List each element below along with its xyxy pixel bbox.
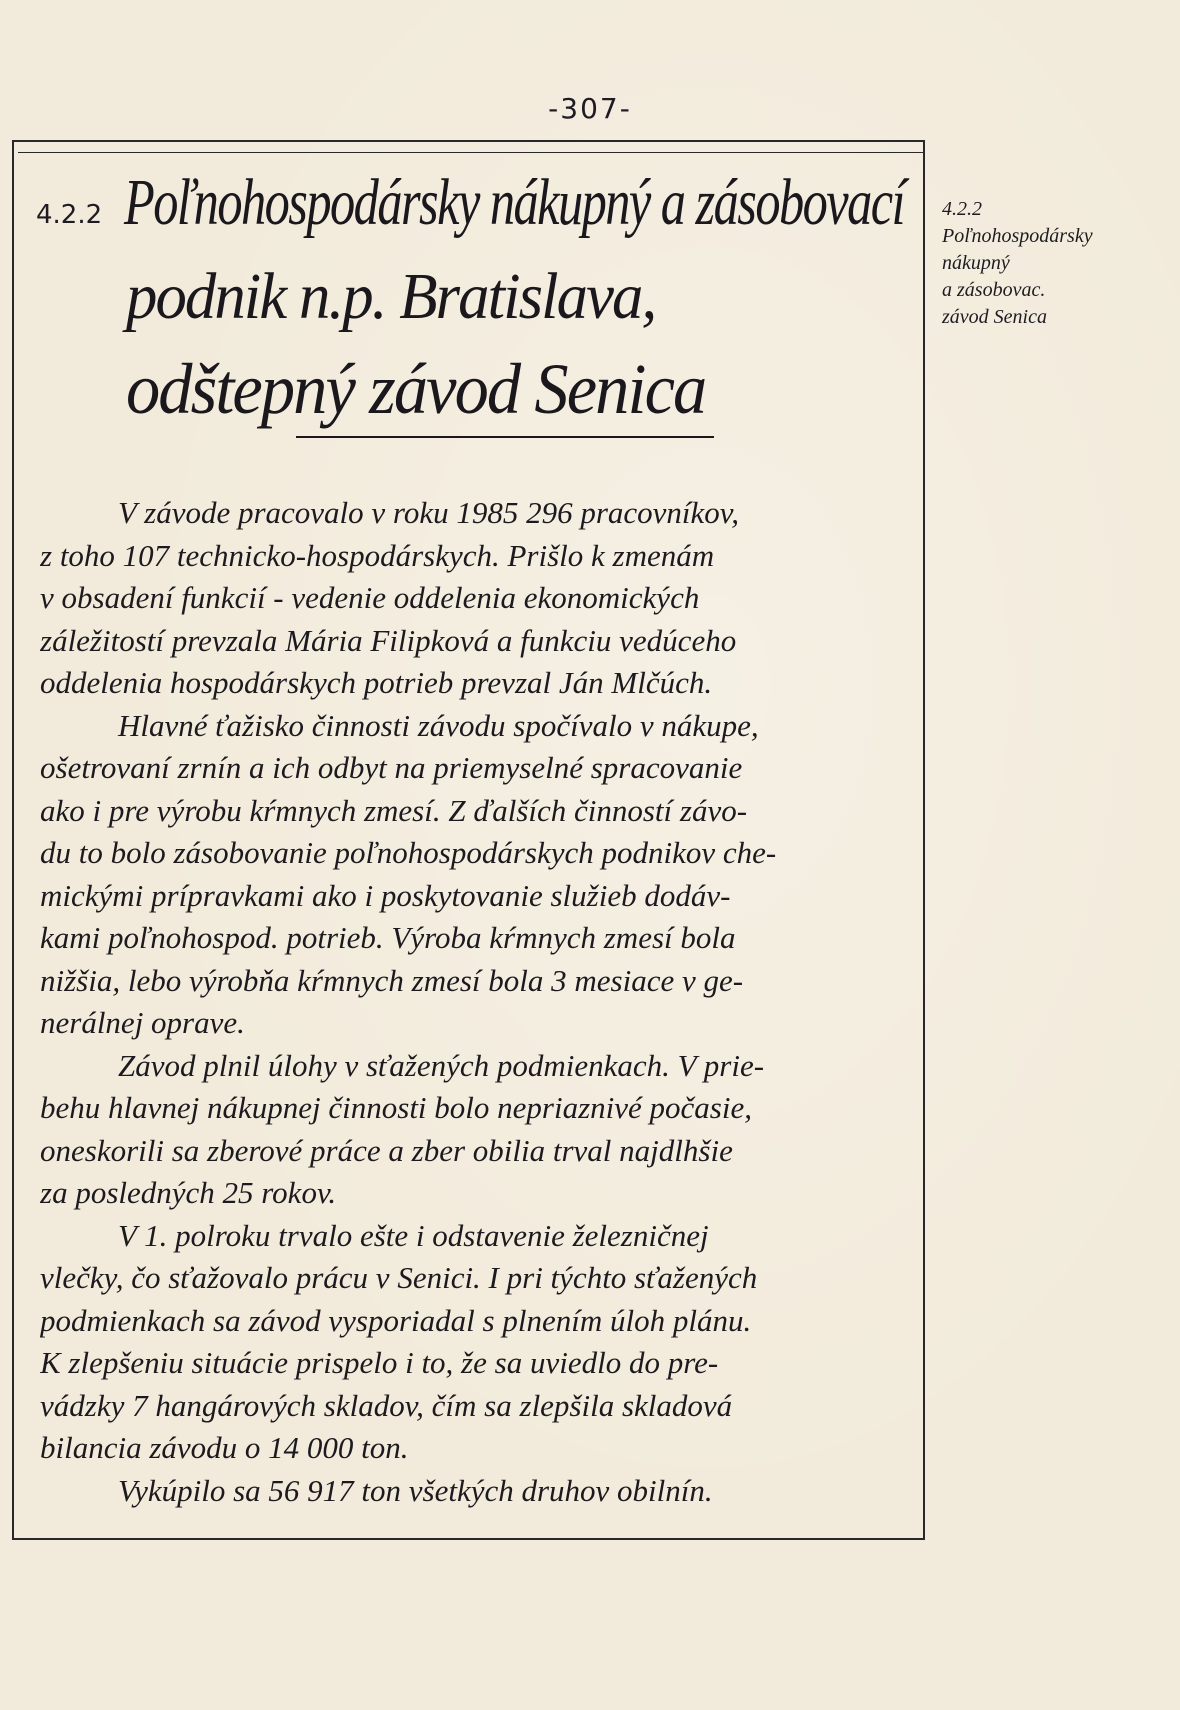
text-line: kami poľnohospod. potrieb. Výroba kŕmnych zmesí bola xyxy=(40,920,736,955)
text-line: V 1. polroku trvalo ešte i odstavenie železničnej xyxy=(118,1217,709,1253)
section-number: 4.2.2 xyxy=(36,200,103,230)
text-line: mickými prípravkami ako i poskytovanie služieb dodáv- xyxy=(40,877,731,913)
margin-note-line: Poľnohospodársky xyxy=(942,225,1093,247)
heading-line-2: podnik n.p. Bratislava, xyxy=(126,260,656,333)
text-line: vlečky, čo sťažovalo prácu v Senici. I pri týchto sťažených xyxy=(40,1260,758,1295)
text-line: ako i pre výrobu kŕmnych zmesí. Z ďalších činností závo- xyxy=(40,792,748,828)
margin-note-line: 4.2.2 xyxy=(942,198,982,220)
text-line: v obsadení funkcií - vedenie oddelenia ekonomických xyxy=(40,580,700,615)
text-line: za posledných 25 rokov. xyxy=(40,1175,337,1210)
text-line: z toho 107 technicko-hospodárskych. Prišlo k zmenám xyxy=(40,537,715,573)
text-line: Hlavné ťažisko činnosti závodu spočívalo v nákupe, xyxy=(118,707,759,743)
text-line: oddelenia hospodárskych potrieb prevzal Ján Mlčúch. xyxy=(40,665,713,700)
text-line: V závode pracovalo v roku 1985 296 pracovníkov, xyxy=(118,495,739,530)
text-line: K zlepšeniu situácie prispelo i to, že sa uviedlo do pre- xyxy=(40,1345,719,1380)
text-line: Vykúpilo sa 56 917 ton všetkých druhov obilnín. xyxy=(118,1472,713,1508)
text-line: podmienkach sa závod vysporiadal s plnením úloh plánu. xyxy=(40,1302,752,1338)
heading-line-3: odštepný závod Senica xyxy=(126,349,706,429)
heading-underline xyxy=(296,436,714,438)
text-line: oneskorili sa zberové práce a zber obilia trval najdlhšie xyxy=(40,1132,733,1168)
text-line: Závod plnil úlohy v sťažených podmienkach. V prie- xyxy=(118,1047,765,1083)
text-line: du to bolo zásobovanie poľnohospodárskych podnikov che- xyxy=(40,835,777,870)
text-line: nerálnej oprave. xyxy=(40,1005,245,1040)
margin-note xyxy=(942,196,1167,331)
text-line: záležitostí prevzala Mária Filipková a funkciu vedúceho xyxy=(40,622,737,658)
body-text xyxy=(40,492,916,1512)
margin-note-line: závod Senica xyxy=(942,306,1047,328)
margin-note-line: a zásobovac. xyxy=(942,279,1046,301)
text-line: nižšia, lebo výrobňa kŕmnych zmesí bola 3 mesiace v ge- xyxy=(40,962,744,998)
frame-double-line xyxy=(18,152,925,153)
page-number: -307- xyxy=(548,92,632,125)
text-line: behu hlavnej nákupnej činnosti bolo nepriaznivé počasie, xyxy=(40,1090,752,1125)
heading-line-1: Poľnohospodársky nákupný a zásobovací xyxy=(124,166,905,239)
text-line: bilancia závodu o 14 000 ton. xyxy=(40,1430,409,1465)
text-line: ošetrovaní zrnín a ich odbyt na priemyselné spracovanie xyxy=(40,750,743,785)
text-line: vádzky 7 hangárových skladov, čím sa zlepšila skladová xyxy=(40,1387,733,1423)
margin-note-line: nákupný xyxy=(942,252,1010,274)
